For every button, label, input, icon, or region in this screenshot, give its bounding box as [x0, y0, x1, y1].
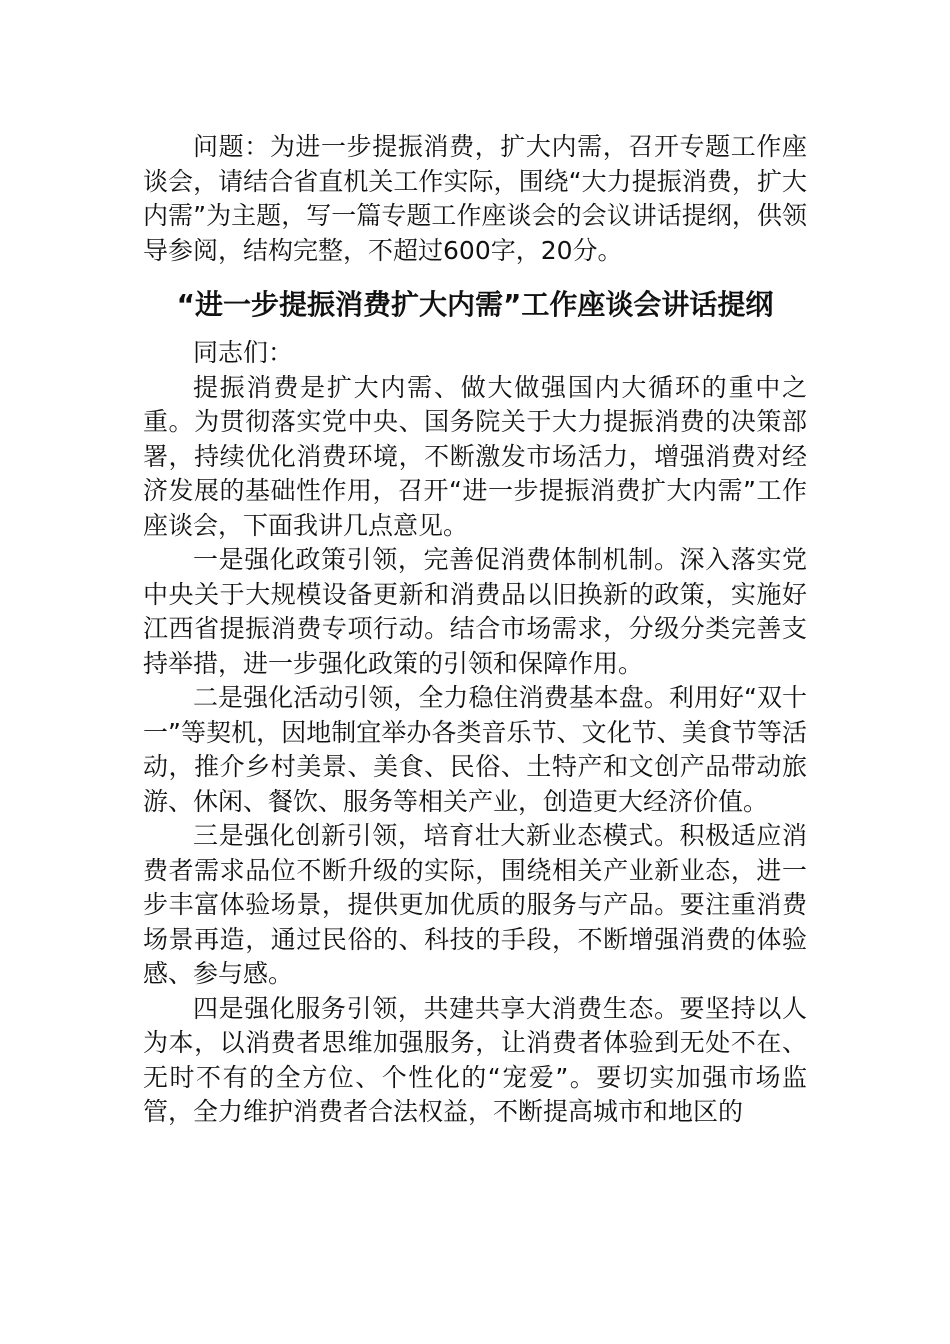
- speech-title: “进一步提振消费扩大内需”工作座谈会讲话提纲: [176, 288, 774, 321]
- point-two-paragraph: 二是强化活动引领，全力稳住消费基本盘。利用好“双十一”等契机，因地制宜举办各类音乐节、文化节、美食节等活动，推介乡村美景、美食、民俗、土特产和文创产品带动旅游、休闲、餐饮、服务等相关产业，创造更大经济价值。: [143, 683, 807, 816]
- point-one-paragraph: 一是强化政策引领，完善促消费体制机制。深入落实党中央关于大规模设备更新和消费品以旧换新的政策，实施好江西省提振消费专项行动。结合市场需求，分级分类完善支持举措，进一步强化政策的引领和保障作用。: [143, 545, 807, 678]
- point-three-paragraph: 三是强化创新引领，培育壮大新业态模式。积极适应消费者需求品位不断升级的实际，围绕相关产业新业态，进一步丰富体验场景，提供更加优质的服务与产品。要注重消费场景再造，通过民俗的、科技的手段，不断增强消费的体验感、参与感。: [143, 821, 807, 988]
- document-body: [143, 130, 807, 1130]
- salutation: 同志们：: [193, 338, 294, 367]
- question-paragraph: 问题：为进一步提振消费，扩大内需，召开专题工作座谈会，请结合省直机关工作实际，围绕“大力提振消费，扩大内需”为主题，写一篇专题工作座谈会的会议讲话提纲，供领导参阅，结构完整，不超过600字，20分。: [143, 132, 807, 265]
- point-four-paragraph: 四是强化服务引领，共建共享大消费生态。要坚持以人为本，以消费者思维加强服务，让消费者体验到无处不在、无时不有的全方位、个性化的“宠爱”。要切实加强市场监管，全力维护消费者合法权益，不断提高城市和地区的: [143, 993, 807, 1126]
- intro-paragraph: 提振消费是扩大内需、做大做强国内大循环的重中之重。为贯彻落实党中央、国务院关于大力提振消费的决策部署，持续优化消费环境，不断激发市场活力，增强消费对经济发展的基础性作用，召开“进一步提振消费扩大内需”工作座谈会，下面我讲几点意见。: [143, 372, 807, 540]
